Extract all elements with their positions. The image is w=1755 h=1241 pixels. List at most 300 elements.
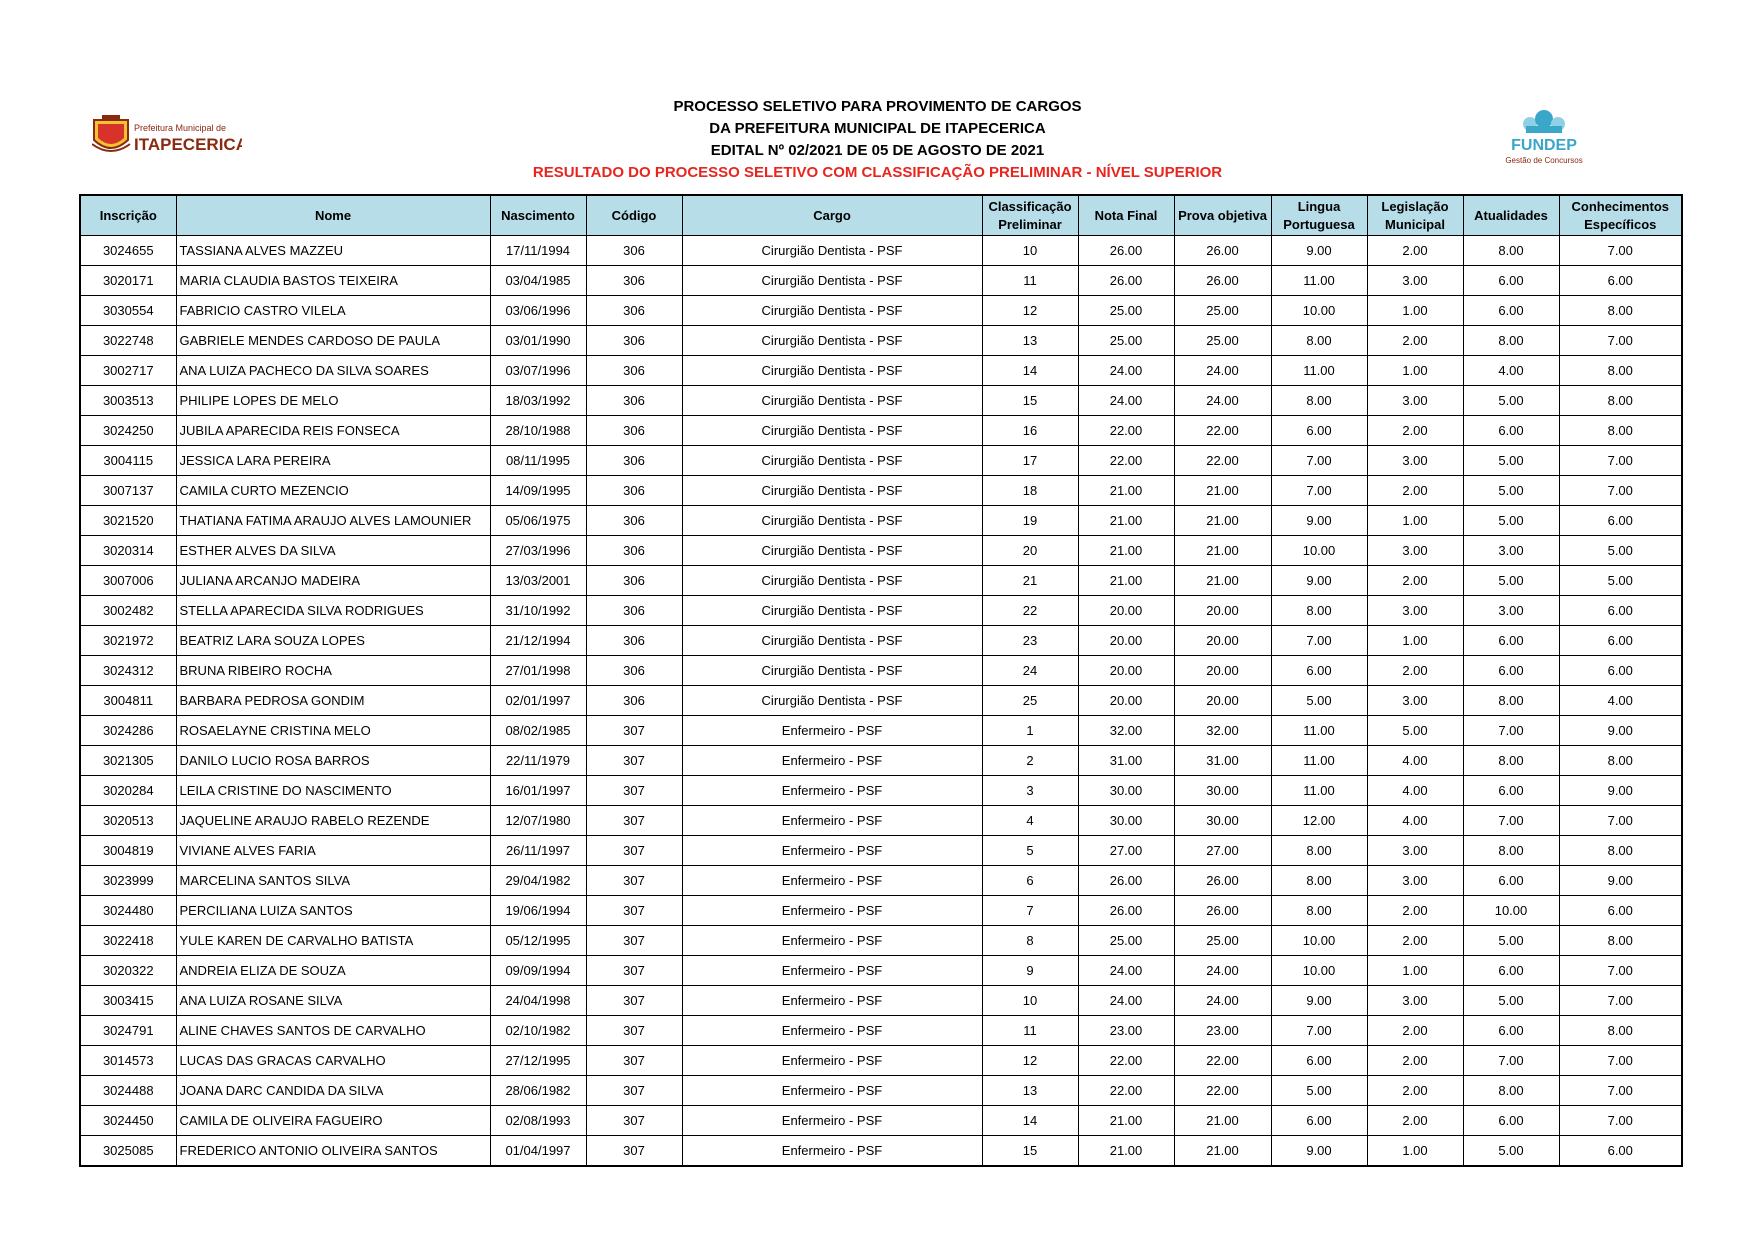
table-cell: 03/06/1996 <box>490 296 586 326</box>
table-cell: 3024488 <box>80 1076 176 1106</box>
table-cell: 26.00 <box>1174 266 1271 296</box>
table-cell: DANILO LUCIO ROSA BARROS <box>176 746 490 776</box>
table-row <box>80 446 1682 476</box>
table-cell: 6.00 <box>1559 1136 1682 1167</box>
table-cell: CAMILA CURTO MEZENCIO <box>176 476 490 506</box>
table-cell: 25 <box>982 686 1078 716</box>
table-cell: 21.00 <box>1174 476 1271 506</box>
column-header: Atualidades <box>1463 195 1559 236</box>
table-cell: 6.00 <box>1463 956 1559 986</box>
table-cell: 307 <box>586 926 682 956</box>
table-cell: Cirurgião Dentista - PSF <box>682 596 982 626</box>
table-row <box>80 386 1682 416</box>
table-cell: 24.00 <box>1174 356 1271 386</box>
table-cell: 16/01/1997 <box>490 776 586 806</box>
table-cell: 08/02/1985 <box>490 716 586 746</box>
table-body <box>80 236 1682 1167</box>
table-cell: 3020314 <box>80 536 176 566</box>
table-cell: 8.00 <box>1463 326 1559 356</box>
table-cell: 6.00 <box>1271 656 1367 686</box>
table-cell: 11.00 <box>1271 356 1367 386</box>
table-cell: 22.00 <box>1078 416 1174 446</box>
table-cell: 307 <box>586 1046 682 1076</box>
table-cell: 23.00 <box>1174 1016 1271 1046</box>
table-cell: 4 <box>982 806 1078 836</box>
table-cell: 3.00 <box>1463 596 1559 626</box>
table-cell: 22 <box>982 596 1078 626</box>
table-cell: 24.00 <box>1174 986 1271 1016</box>
table-cell: 7.00 <box>1559 1076 1682 1106</box>
table-cell: 28/10/1988 <box>490 416 586 446</box>
table-cell: 306 <box>586 416 682 446</box>
table-cell: GABRIELE MENDES CARDOSO DE PAULA <box>176 326 490 356</box>
table-cell: 3003513 <box>80 386 176 416</box>
table-cell: CAMILA DE OLIVEIRA FAGUEIRO <box>176 1106 490 1136</box>
table-cell: 8.00 <box>1559 356 1682 386</box>
table-cell: JULIANA ARCANJO MADEIRA <box>176 566 490 596</box>
table-cell: 7.00 <box>1559 446 1682 476</box>
table-cell: 30.00 <box>1174 776 1271 806</box>
table-cell: 19 <box>982 506 1078 536</box>
table-cell: 7.00 <box>1463 1046 1559 1076</box>
column-header: Lingua Portuguesa <box>1271 195 1367 236</box>
table-cell: 9.00 <box>1271 236 1367 266</box>
table-cell: 9.00 <box>1559 866 1682 896</box>
table-cell: Enfermeiro - PSF <box>682 926 982 956</box>
table-cell: 30.00 <box>1078 806 1174 836</box>
table-cell: 306 <box>586 536 682 566</box>
table-cell: Enfermeiro - PSF <box>682 1046 982 1076</box>
table-cell: 7.00 <box>1271 476 1367 506</box>
table-cell: ANA LUIZA ROSANE SILVA <box>176 986 490 1016</box>
table-cell: 4.00 <box>1367 776 1463 806</box>
table-cell: 3020513 <box>80 806 176 836</box>
table-cell: 7.00 <box>1559 476 1682 506</box>
table-cell: 2.00 <box>1367 416 1463 446</box>
table-cell: 21/12/1994 <box>490 626 586 656</box>
table-cell: TASSIANA ALVES MAZZEU <box>176 236 490 266</box>
table-cell: 21.00 <box>1078 1106 1174 1136</box>
table-cell: 6.00 <box>1559 596 1682 626</box>
table-cell: 1.00 <box>1367 956 1463 986</box>
table-cell: 7.00 <box>1463 716 1559 746</box>
table-row <box>80 476 1682 506</box>
table-cell: 2 <box>982 746 1078 776</box>
table-cell: LUCAS DAS GRACAS CARVALHO <box>176 1046 490 1076</box>
table-cell: 11.00 <box>1271 716 1367 746</box>
table-cell: 21.00 <box>1174 536 1271 566</box>
table-cell: 3.00 <box>1367 446 1463 476</box>
table-cell: 8.00 <box>1271 596 1367 626</box>
header-line-2: DA PREFEITURA MUNICIPAL DE ITAPECERICA <box>709 120 1046 137</box>
table-cell: MARCELINA SANTOS SILVA <box>176 866 490 896</box>
table-cell: 3024450 <box>80 1106 176 1136</box>
table-cell: PERCILIANA LUIZA SANTOS <box>176 896 490 926</box>
table-row <box>80 716 1682 746</box>
table-cell: 10.00 <box>1271 536 1367 566</box>
table-cell: 7.00 <box>1271 1016 1367 1046</box>
table-cell: 31.00 <box>1174 746 1271 776</box>
table-cell: 03/07/1996 <box>490 356 586 386</box>
table-cell: 3024250 <box>80 416 176 446</box>
table-cell: BARBARA PEDROSA GONDIM <box>176 686 490 716</box>
table-cell: 6.00 <box>1463 416 1559 446</box>
table-row <box>80 1046 1682 1076</box>
table-cell: 31/10/1992 <box>490 596 586 626</box>
table-cell: 1.00 <box>1367 296 1463 326</box>
table-cell: Enfermeiro - PSF <box>682 866 982 896</box>
table-cell: 20.00 <box>1078 626 1174 656</box>
fundep-big-text: FUNDEP <box>1511 137 1577 154</box>
table-cell: Enfermeiro - PSF <box>682 896 982 926</box>
table-cell: 08/11/1995 <box>490 446 586 476</box>
table-row <box>80 776 1682 806</box>
table-cell: 6 <box>982 866 1078 896</box>
table-cell: 5.00 <box>1463 506 1559 536</box>
table-cell: 8.00 <box>1559 296 1682 326</box>
table-cell: 11.00 <box>1271 746 1367 776</box>
table-cell: 7.00 <box>1559 1046 1682 1076</box>
table-row <box>80 656 1682 686</box>
table-cell: 16 <box>982 416 1078 446</box>
header-line-3: EDITAL Nº 02/2021 DE 05 DE AGOSTO DE 2021 <box>710 142 1045 159</box>
table-cell: 20.00 <box>1078 686 1174 716</box>
table-cell: 3024312 <box>80 656 176 686</box>
table-cell: Enfermeiro - PSF <box>682 716 982 746</box>
table-cell: JAQUELINE ARAUJO RABELO REZENDE <box>176 806 490 836</box>
table-cell: 17/11/1994 <box>490 236 586 266</box>
table-cell: 05/12/1995 <box>490 926 586 956</box>
table-cell: 307 <box>586 776 682 806</box>
table-cell: 8.00 <box>1559 1016 1682 1046</box>
table-cell: 307 <box>586 836 682 866</box>
table-cell: 11 <box>982 1016 1078 1046</box>
table-cell: 26/11/1997 <box>490 836 586 866</box>
table-cell: ANDREIA ELIZA DE SOUZA <box>176 956 490 986</box>
table-cell: 6.00 <box>1559 506 1682 536</box>
table-cell: 7.00 <box>1559 806 1682 836</box>
column-header: Conhecimentos Específicos <box>1559 195 1682 236</box>
table-cell: 3004115 <box>80 446 176 476</box>
table-cell: 24.00 <box>1174 386 1271 416</box>
table-cell: STELLA APARECIDA SILVA RODRIGUES <box>176 596 490 626</box>
table-cell: 5.00 <box>1463 986 1559 1016</box>
table-cell: 8.00 <box>1559 836 1682 866</box>
table-cell: FREDERICO ANTONIO OLIVEIRA SANTOS <box>176 1136 490 1167</box>
table-row <box>80 866 1682 896</box>
table-cell: ANA LUIZA PACHECO DA SILVA SOARES <box>176 356 490 386</box>
table-cell: Enfermeiro - PSF <box>682 956 982 986</box>
table-cell: 8.00 <box>1271 866 1367 896</box>
table-cell: 3004811 <box>80 686 176 716</box>
table-cell: 18 <box>982 476 1078 506</box>
column-header: Código <box>586 195 682 236</box>
table-cell: 2.00 <box>1367 236 1463 266</box>
table-cell: 6.00 <box>1463 776 1559 806</box>
table-cell: 3024286 <box>80 716 176 746</box>
table-cell: 9.00 <box>1271 506 1367 536</box>
table-cell: 21.00 <box>1174 566 1271 596</box>
table-cell: Enfermeiro - PSF <box>682 986 982 1016</box>
table-cell: Cirurgião Dentista - PSF <box>682 296 982 326</box>
table-cell: 20.00 <box>1174 656 1271 686</box>
table-cell: Cirurgião Dentista - PSF <box>682 626 982 656</box>
table-cell: 306 <box>586 446 682 476</box>
table-cell: 27.00 <box>1174 836 1271 866</box>
table-cell: 307 <box>586 716 682 746</box>
table-cell: Cirurgião Dentista - PSF <box>682 326 982 356</box>
table-cell: 18/03/1992 <box>490 386 586 416</box>
table-cell: 3.00 <box>1367 836 1463 866</box>
table-cell: 3003415 <box>80 986 176 1016</box>
table-cell: 5.00 <box>1559 536 1682 566</box>
table-row <box>80 566 1682 596</box>
table-cell: 6.00 <box>1463 296 1559 326</box>
table-cell: 24.00 <box>1078 386 1174 416</box>
table-cell: 21.00 <box>1078 1136 1174 1167</box>
table-cell: 5.00 <box>1271 686 1367 716</box>
table-cell: 306 <box>586 356 682 386</box>
table-cell: 6.00 <box>1271 1046 1367 1076</box>
table-cell: 3.00 <box>1367 686 1463 716</box>
table-cell: 10.00 <box>1271 296 1367 326</box>
table-cell: 3021972 <box>80 626 176 656</box>
table-row <box>80 1076 1682 1106</box>
column-header: Legislação Municipal <box>1367 195 1463 236</box>
table-cell: 15 <box>982 1136 1078 1167</box>
table-cell: 3020284 <box>80 776 176 806</box>
table-cell: 5.00 <box>1463 926 1559 956</box>
table-cell: 25.00 <box>1078 326 1174 356</box>
table-cell: 26.00 <box>1078 896 1174 926</box>
table-cell: 306 <box>586 296 682 326</box>
table-cell: 12 <box>982 1046 1078 1076</box>
table-cell: 3.00 <box>1367 986 1463 1016</box>
table-cell: 3 <box>982 776 1078 806</box>
table-cell: 307 <box>586 956 682 986</box>
table-cell: 23.00 <box>1078 1016 1174 1046</box>
table-cell: 6.00 <box>1271 1106 1367 1136</box>
table-cell: 26.00 <box>1174 896 1271 926</box>
table-cell: 3014573 <box>80 1046 176 1076</box>
column-header: Classificação Preliminar <box>982 195 1078 236</box>
table-cell: Cirurgião Dentista - PSF <box>682 416 982 446</box>
table-row <box>80 746 1682 776</box>
table-cell: 1.00 <box>1367 506 1463 536</box>
table-cell: 3020171 <box>80 266 176 296</box>
table-cell: 24.00 <box>1078 986 1174 1016</box>
table-row <box>80 326 1682 356</box>
table-cell: 2.00 <box>1367 326 1463 356</box>
table-cell: JUBILA APARECIDA REIS FONSECA <box>176 416 490 446</box>
table-cell: 12/07/1980 <box>490 806 586 836</box>
table-cell: 306 <box>586 656 682 686</box>
table-cell: 3007006 <box>80 566 176 596</box>
table-cell: 21.00 <box>1078 506 1174 536</box>
table-row <box>80 1106 1682 1136</box>
table-cell: 5.00 <box>1463 386 1559 416</box>
table-cell: 1.00 <box>1367 1136 1463 1167</box>
table-cell: 21.00 <box>1078 476 1174 506</box>
table-cell: 9.00 <box>1559 716 1682 746</box>
table-cell: 307 <box>586 986 682 1016</box>
table-cell: 2.00 <box>1367 566 1463 596</box>
table-cell: Enfermeiro - PSF <box>682 1106 982 1136</box>
table-cell: 26.00 <box>1078 866 1174 896</box>
table-cell: 3.00 <box>1367 386 1463 416</box>
table-cell: 306 <box>586 266 682 296</box>
header-line-1: PROCESSO SELETIVO PARA PROVIMENTO DE CARGOS <box>673 98 1082 115</box>
table-cell: VIVIANE ALVES FARIA <box>176 836 490 866</box>
table-cell: 22.00 <box>1078 1046 1174 1076</box>
table-cell: 20.00 <box>1174 686 1271 716</box>
table-cell: 3024480 <box>80 896 176 926</box>
table-cell: 7.00 <box>1559 986 1682 1016</box>
table-cell: 9.00 <box>1271 986 1367 1016</box>
table-cell: 9.00 <box>1559 776 1682 806</box>
column-header: Prova objetiva <box>1174 195 1271 236</box>
table-cell: 02/01/1997 <box>490 686 586 716</box>
table-cell: Cirurgião Dentista - PSF <box>682 566 982 596</box>
table-cell: PHILIPE LOPES DE MELO <box>176 386 490 416</box>
table-cell: 21 <box>982 566 1078 596</box>
column-header: Nome <box>176 195 490 236</box>
table-cell: 2.00 <box>1367 1076 1463 1106</box>
table-cell: Cirurgião Dentista - PSF <box>682 536 982 566</box>
table-cell: Cirurgião Dentista - PSF <box>682 236 982 266</box>
table-cell: 26.00 <box>1078 236 1174 266</box>
table-cell: 19/06/1994 <box>490 896 586 926</box>
table-cell: 24/04/1998 <box>490 986 586 1016</box>
table-cell: 2.00 <box>1367 1046 1463 1076</box>
table-cell: 306 <box>586 476 682 506</box>
table-cell: 22.00 <box>1078 1076 1174 1106</box>
table-cell: 10.00 <box>1271 956 1367 986</box>
table-cell: 8.00 <box>1559 386 1682 416</box>
table-cell: 11.00 <box>1271 266 1367 296</box>
table-cell: 307 <box>586 746 682 776</box>
table-cell: Enfermeiro - PSF <box>682 1016 982 1046</box>
table-cell: 26.00 <box>1174 866 1271 896</box>
table-cell: 3024791 <box>80 1016 176 1046</box>
header-line-4: RESULTADO DO PROCESSO SELETIVO COM CLASSIFICAÇÃO PRELIMINAR - NÍVEL SUPERIOR <box>532 164 1223 181</box>
table-cell: 7.00 <box>1271 446 1367 476</box>
table-cell: 13 <box>982 1076 1078 1106</box>
table-cell: 32.00 <box>1174 716 1271 746</box>
table-cell: 5.00 <box>1463 1136 1559 1167</box>
table-cell: MARIA CLAUDIA BASTOS TEIXEIRA <box>176 266 490 296</box>
table-cell: 3022748 <box>80 326 176 356</box>
table-cell: 27/01/1998 <box>490 656 586 686</box>
table-cell: 25.00 <box>1174 326 1271 356</box>
table-cell: 3030554 <box>80 296 176 326</box>
table-cell: BEATRIZ LARA SOUZA LOPES <box>176 626 490 656</box>
table-cell: YULE KAREN DE CARVALHO BATISTA <box>176 926 490 956</box>
table-cell: 14/09/1995 <box>490 476 586 506</box>
table-cell: 2.00 <box>1367 896 1463 926</box>
table-cell: 24 <box>982 656 1078 686</box>
table-cell: 3.00 <box>1367 266 1463 296</box>
table-cell: 14 <box>982 1106 1078 1136</box>
table-cell: 307 <box>586 1016 682 1046</box>
table-cell: 306 <box>586 566 682 596</box>
table-cell: 8.00 <box>1271 326 1367 356</box>
table-cell: 2.00 <box>1367 1106 1463 1136</box>
fundep-small-text: Gestão de Concursos <box>1505 156 1583 165</box>
table-cell: 7.00 <box>1463 806 1559 836</box>
table-cell: 6.00 <box>1559 266 1682 296</box>
table-cell: JOANA DARC CANDIDA DA SILVA <box>176 1076 490 1106</box>
table-cell: 28/06/1982 <box>490 1076 586 1106</box>
table-cell: 25.00 <box>1078 926 1174 956</box>
table-cell: 3022418 <box>80 926 176 956</box>
table-cell: 4.00 <box>1559 686 1682 716</box>
table-cell: 21.00 <box>1174 1136 1271 1167</box>
table-cell: Cirurgião Dentista - PSF <box>682 386 982 416</box>
table-cell: 306 <box>586 326 682 356</box>
table-cell: ROSAELAYNE CRISTINA MELO <box>176 716 490 746</box>
table-cell: 22/11/1979 <box>490 746 586 776</box>
table-cell: 306 <box>586 596 682 626</box>
table-cell: 306 <box>586 386 682 416</box>
table-cell: 5.00 <box>1463 476 1559 506</box>
table-cell: 4.00 <box>1463 356 1559 386</box>
table-row <box>80 836 1682 866</box>
table-cell: 307 <box>586 1106 682 1136</box>
table-cell: 8.00 <box>1559 926 1682 956</box>
table-row <box>80 896 1682 926</box>
table-cell: 307 <box>586 1076 682 1106</box>
table-cell: 24.00 <box>1078 356 1174 386</box>
table-cell: 9.00 <box>1271 1136 1367 1167</box>
table-cell: 03/04/1985 <box>490 266 586 296</box>
table-row <box>80 236 1682 266</box>
table-cell: 02/08/1993 <box>490 1106 586 1136</box>
table-cell: 307 <box>586 806 682 836</box>
table-cell: 307 <box>586 866 682 896</box>
table-cell: 5 <box>982 836 1078 866</box>
table-cell: 8.00 <box>1271 836 1367 866</box>
table-cell: 27/12/1995 <box>490 1046 586 1076</box>
table-cell: 26.00 <box>1174 236 1271 266</box>
document-header <box>0 96 1755 184</box>
table-row <box>80 986 1682 1016</box>
table-row <box>80 686 1682 716</box>
logo-small-text: Prefeitura Municipal de <box>134 123 227 133</box>
table-cell: 5.00 <box>1559 566 1682 596</box>
table-cell: Enfermeiro - PSF <box>682 1136 982 1167</box>
table-row <box>80 596 1682 626</box>
table-cell: 2.00 <box>1367 656 1463 686</box>
table-cell: 25.00 <box>1174 926 1271 956</box>
table-cell: 6.00 <box>1463 626 1559 656</box>
table-cell: 5.00 <box>1463 446 1559 476</box>
table-cell: 02/10/1982 <box>490 1016 586 1046</box>
table-cell: Enfermeiro - PSF <box>682 746 982 776</box>
table-cell: 05/06/1975 <box>490 506 586 536</box>
table-cell: 306 <box>586 506 682 536</box>
table-header-row <box>80 195 1682 236</box>
table-cell: 21.00 <box>1078 536 1174 566</box>
logo-big-text: ITAPECERICA <box>134 135 242 154</box>
table-row <box>80 536 1682 566</box>
table-cell: 4.00 <box>1367 806 1463 836</box>
table-cell: 8.00 <box>1559 746 1682 776</box>
table-cell: 7.00 <box>1271 626 1367 656</box>
table-cell: 2.00 <box>1367 476 1463 506</box>
table-cell: 8.00 <box>1271 386 1367 416</box>
table-cell: 3.00 <box>1463 536 1559 566</box>
